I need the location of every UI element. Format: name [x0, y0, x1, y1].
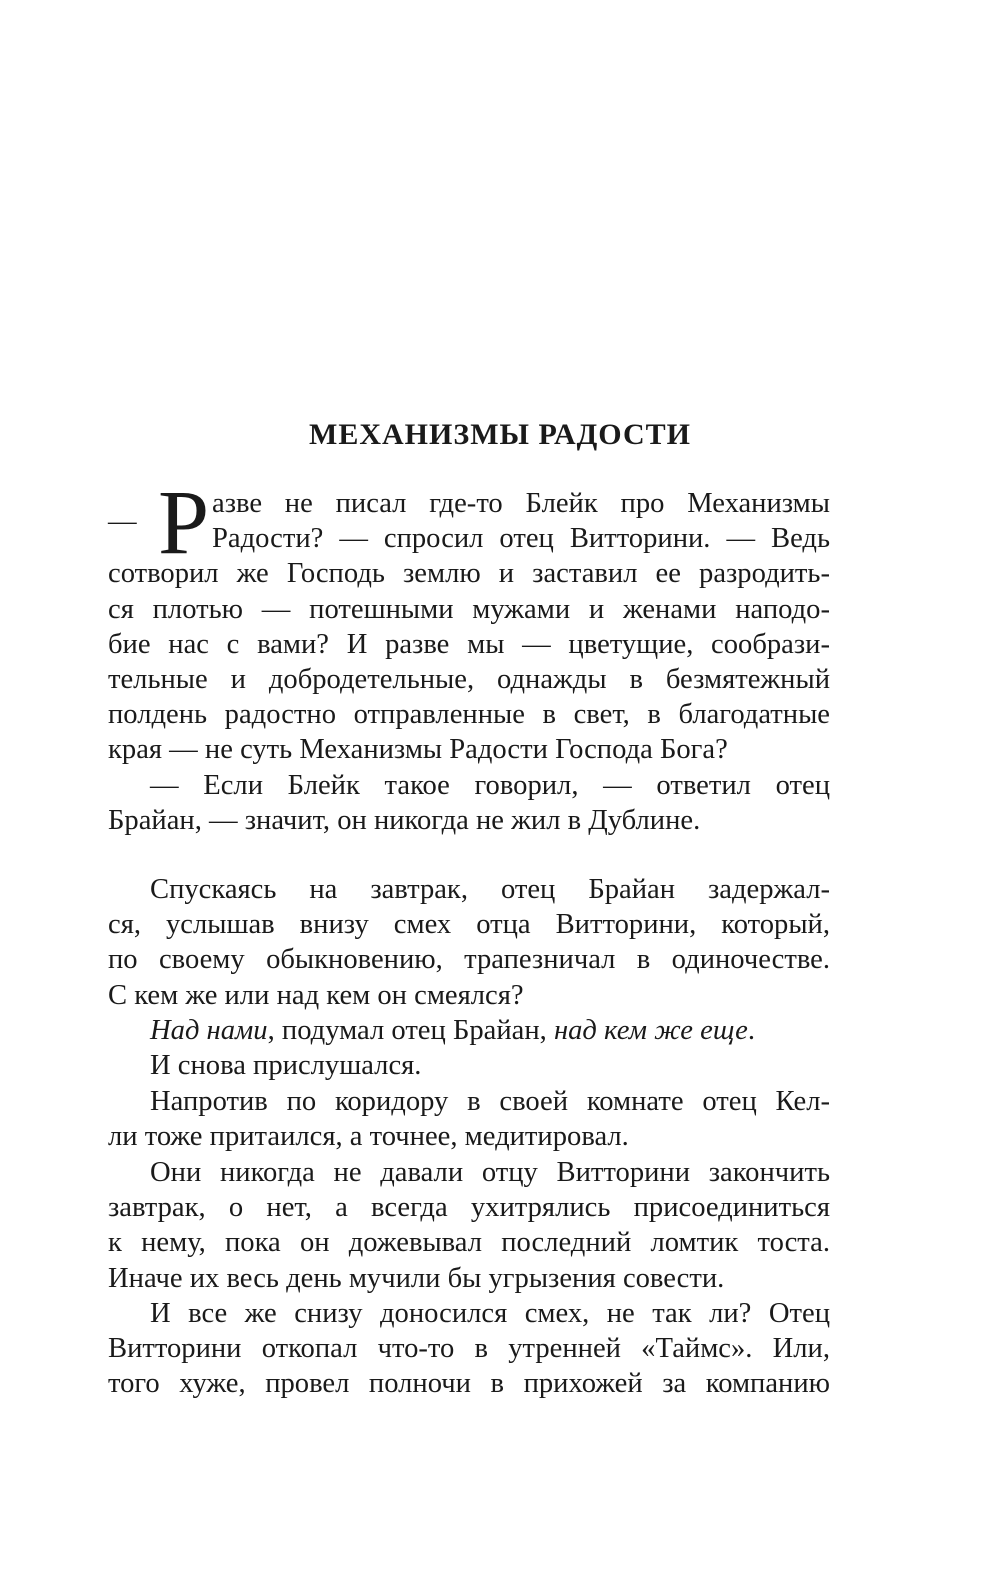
text-line: сотворил же Господь землю и заставил ее разродить- — [108, 558, 830, 590]
plain-phrase: . — [747, 1015, 755, 1046]
text-line: Напротив по коридору в своей комнате отец Кел- — [150, 1086, 830, 1117]
paragraph-8 — [108, 1296, 830, 1402]
text-line: края — не суть Механизмы Радости Господа Бога? — [108, 734, 728, 766]
text-line: С кем же или над кем он смеялся? — [108, 979, 524, 1011]
italic-phrase: над кем же еще — [553, 1015, 748, 1046]
text-line: ли тоже притаился, а точнее, медитировал. — [108, 1121, 629, 1153]
italic-phrase: Над нами — [150, 1015, 268, 1046]
text-line: бие нас с вами? И разве мы — цветущие, сообрази- — [108, 628, 830, 660]
text-line: ся, услышав внизу смех отца Витторини, который, — [108, 909, 830, 941]
text-line: полдень радостно отправленные в свет, в благодатные — [108, 699, 830, 731]
text-line: тельные и добродетельные, однажды в безмятежный — [108, 663, 830, 695]
text-line: — Если Блейк такое говорил, — ответил отец — [150, 770, 830, 801]
chapter-title: МЕХАНИЗМЫ РАДОСТИ — [309, 418, 691, 451]
paragraph-2 — [108, 768, 830, 838]
paragraph-7 — [108, 1155, 830, 1296]
text-line: того хуже, провел полночи в прихожей за компанию — [108, 1368, 830, 1400]
dropcap-letter: Р — [158, 471, 210, 573]
text-line: завтрак, о нет, а всегда ухитрялись присоединиться — [108, 1192, 830, 1224]
plain-phrase: , подумал отец Брайан, — [267, 1015, 554, 1046]
text-line: И все же снизу доносился смех, не так ли? Отец — [150, 1298, 830, 1329]
paragraph-6 — [108, 1084, 830, 1154]
text-line: Брайан, — значит, он никогда не жил в Дублине. — [108, 805, 701, 837]
text-line — [108, 1013, 830, 1048]
text-line: Они никогда не давали отцу Витторини закончить — [150, 1157, 830, 1188]
paragraph-4 — [108, 1013, 830, 1048]
text-line: Радости? — спросил отец Витторини. — Ведь — [212, 523, 830, 555]
paragraph-1 — [108, 486, 830, 768]
text-line: И снова прислушался. — [150, 1050, 422, 1081]
paragraph-5 — [108, 1048, 830, 1083]
text-line: Спускаясь на завтрак, отец Брайан задержал- — [150, 874, 830, 905]
text-line: к нему, пока он дожевывал последний ломтик тоста. — [108, 1227, 830, 1259]
text-line: по своему обыкновению, трапезничал в одиночестве. — [108, 944, 830, 976]
paragraph-3 — [108, 872, 830, 1013]
text-line: азве не писал где-то Блейк про Механизмы — [212, 488, 830, 519]
text-line: Иначе их весь день мучили бы угрызения совести. — [108, 1262, 725, 1294]
dropcap-dash: — — [108, 506, 137, 537]
text-line: Витторини откопал что-то в утренней «Таймс». Или, — [108, 1333, 830, 1365]
text-line: ся плотью — потешными мужами и женами наподо- — [108, 593, 830, 625]
